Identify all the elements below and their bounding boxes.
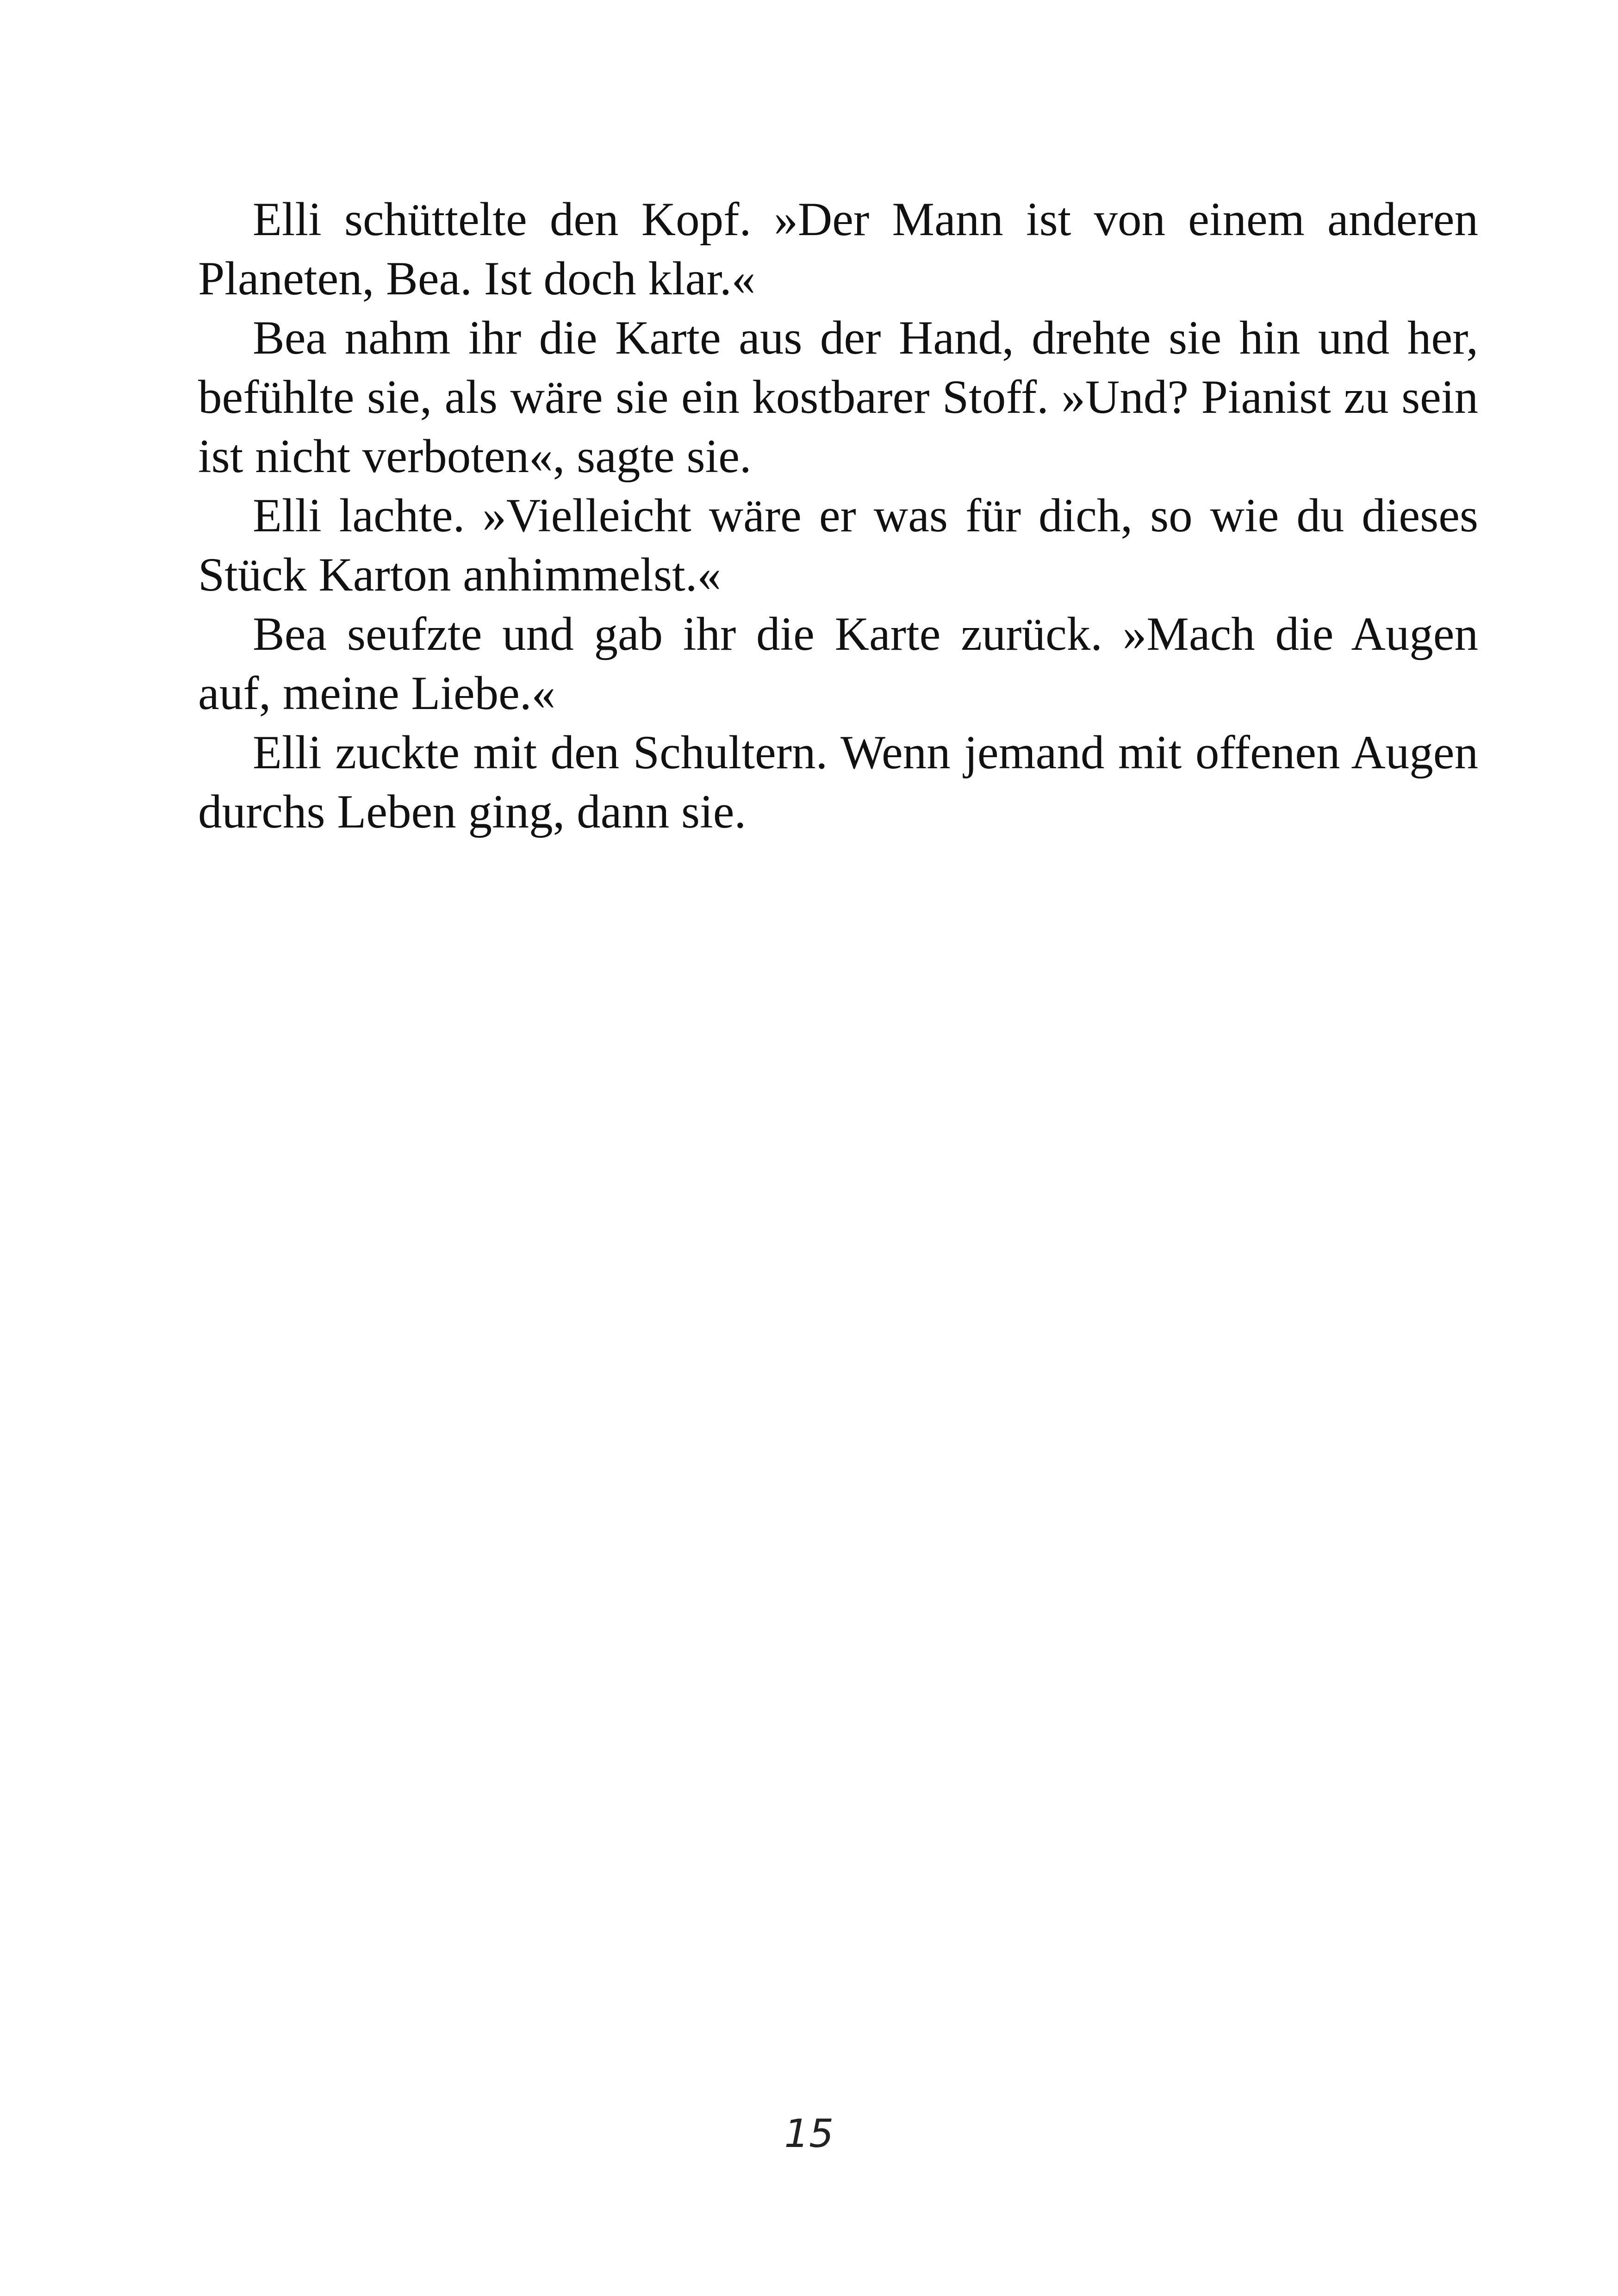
paragraph-5 [198,723,1478,841]
text-line: Stück Karton anhimmelst.« [198,548,721,601]
text-line: Elli lachte. »Vielleicht wäre er was für dich, so wie du dieses [253,489,1478,542]
text-line: Bea seufzte und gab ihr die Karte zurück. »Mach die Augen [253,608,1478,660]
text-line: Elli schüttelte den Kopf. »Der Mann ist von einem anderen [253,193,1478,246]
paragraph-4 [198,604,1478,723]
text-line: auf, meine Liebe.« [198,667,556,720]
text-line: Elli zuckte mit den Schultern. Wenn jemand mit offenen Augen [253,726,1478,779]
paragraph-3 [198,486,1478,604]
text-line: Planeten, Bea. Ist doch klar.« [198,252,756,305]
page-number: 15 [784,2111,834,2156]
body-text [198,190,1478,841]
text-line: befühlte sie, als wäre sie ein kostbarer Stoff. »Und? Pianist zu sein [198,371,1478,423]
text-line: Bea nahm ihr die Karte aus der Hand, drehte sie hin und her, [253,311,1478,364]
paragraph-2 [198,308,1478,486]
text-line: ist nicht verboten«, sagte sie. [198,430,752,483]
paragraph-1 [198,190,1478,308]
text-line: durchs Leben ging, dann sie. [198,785,747,838]
